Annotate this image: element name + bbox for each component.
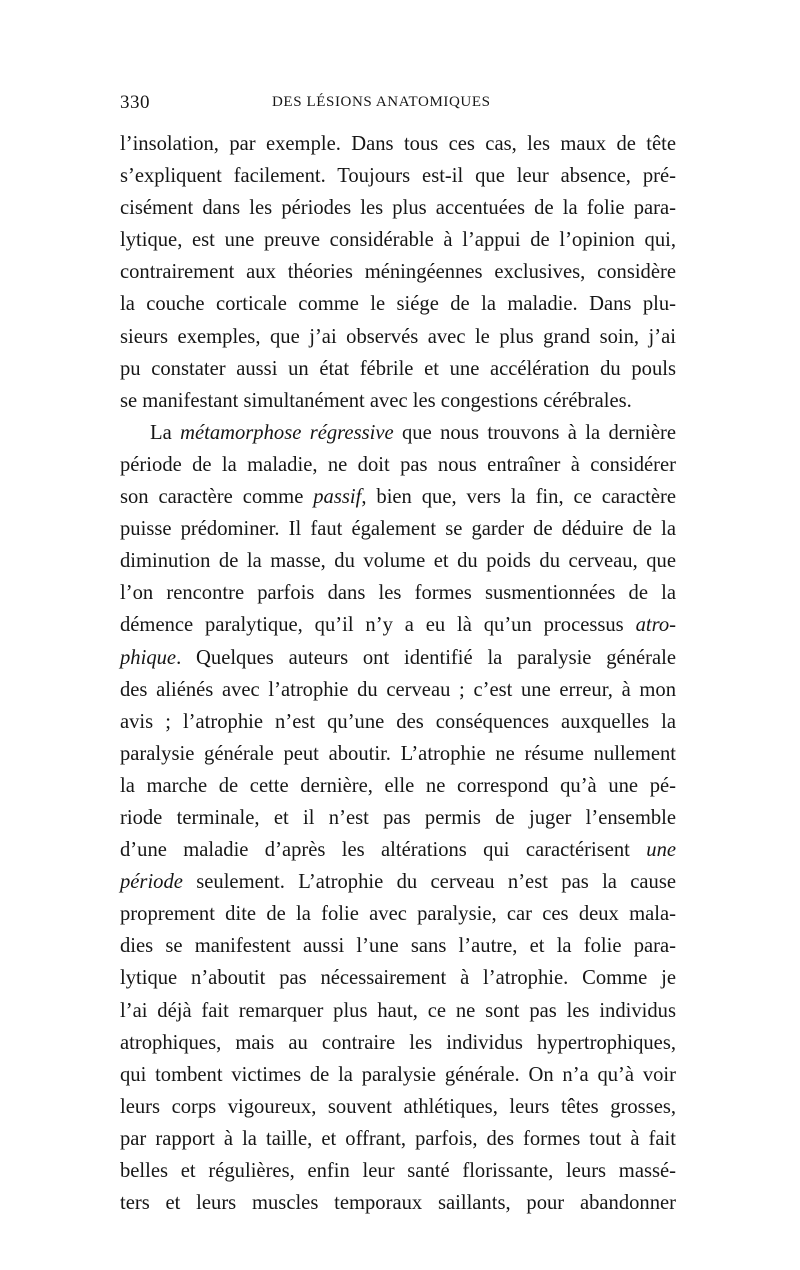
text-line — [120, 513, 676, 545]
text-line — [120, 770, 676, 802]
text-segment: par rapport à la taille, et offrant, parfois, des formes tout à fait — [120, 1127, 676, 1150]
text-segment: que nous trouvons à la dernière — [393, 421, 676, 444]
running-head: DES LÉSIONS ANATOMIQUES — [272, 94, 491, 110]
text-line — [120, 449, 676, 481]
text-segment: contrairement aux théories méningéennes exclusives, considère — [120, 261, 676, 284]
text-line — [120, 674, 676, 706]
text-line — [120, 224, 676, 256]
text-segment: La — [150, 421, 181, 444]
text-segment: période de la maladie, ne doit pas nous entraîner à considérer — [120, 453, 676, 476]
text-segment: puisse prédominer. Il faut également se garder de déduire de la — [120, 518, 676, 541]
text-line — [120, 802, 676, 834]
text-segment: avis ; l’atrophie n’est qu’une des conséquences auxquelles la — [120, 710, 676, 733]
text-segment: des aliénés avec l’atrophie du cerveau ; c’est une erreur, à mon — [120, 678, 676, 701]
italic-text: métamorphose régressive — [180, 421, 394, 444]
body-text — [120, 128, 676, 1219]
text-segment: leurs corps vigoureux, souvent athlétiques, leurs têtes grosses, — [120, 1095, 676, 1118]
text-line — [120, 866, 676, 898]
text-segment: l’insolation, par exemple. Dans tous ces cas, les maux de tête — [120, 133, 676, 155]
italic-text: période — [120, 871, 183, 894]
page-number: 330 — [120, 92, 150, 113]
text-segment: son caractère comme — [120, 486, 314, 509]
text-segment: l’ai déjà fait remarquer plus haut, ce ne sont pas les individus — [120, 999, 676, 1022]
text-line — [120, 898, 676, 930]
text-segment: lytique, est une preuve considérable à l’appui de l’opinion qui, — [120, 229, 676, 252]
text-segment: lytique n’aboutit pas nécessairement à l’atrophie. Comme je — [120, 967, 676, 990]
text-line — [120, 256, 676, 288]
text-segment: sieurs exemples, que j’ai observés avec le plus grand soin, j’ai — [120, 325, 676, 348]
text-line — [120, 1027, 676, 1059]
text-segment: la couche corticale comme le siége de la maladie. Dans plu- — [120, 293, 676, 316]
text-line — [120, 1123, 676, 1155]
italic-text: phique — [120, 646, 177, 669]
text-segment: , bien que, vers la fin, ce caractère — [361, 486, 676, 509]
italic-text: passif — [313, 486, 362, 509]
text-line — [120, 642, 676, 674]
text-line — [120, 834, 676, 866]
text-segment: l’on rencontre parfois dans les formes susmentionnées de la — [120, 582, 676, 605]
text-line — [120, 1187, 676, 1219]
text-segment: se manifestant simultanément avec les congestions cérébrales. — [120, 389, 632, 412]
text-segment: qui tombent victimes de la paralysie générale. On n’a qu’à voir — [120, 1063, 676, 1086]
text-line — [120, 995, 676, 1027]
text-line — [120, 417, 676, 449]
text-segment: d’une maladie d’après les altérations qui caractérisent — [120, 839, 647, 862]
text-line — [120, 321, 676, 353]
text-line — [120, 1155, 676, 1187]
text-line — [120, 192, 676, 224]
text-segment: belles et régulières, enfin leur santé florissante, leurs massé- — [120, 1160, 676, 1182]
text-line — [120, 160, 676, 192]
text-line — [120, 577, 676, 609]
text-line — [120, 962, 676, 994]
text-segment: ters et leurs muscles temporaux saillants, pour abandonner — [120, 1192, 676, 1215]
text-line — [120, 738, 676, 770]
text-segment: démence paralytique, qu’il n’y a eu là qu’un processus — [120, 614, 636, 637]
text-segment: pu constater aussi un état fébrile et une accélération du pouls — [120, 357, 676, 380]
text-line — [120, 385, 676, 417]
italic-text: atro- — [635, 614, 676, 637]
text-line — [120, 545, 676, 577]
text-segment: s’expliquent facilement. Toujours est-il que leur absence, pré- — [120, 165, 676, 188]
text-segment: . Quelques auteurs ont identifié la paralysie générale — [176, 646, 676, 669]
text-segment: diminution de la masse, du volume et du poids du cerveau, que — [120, 550, 676, 573]
text-line — [120, 1059, 676, 1091]
text-segment: proprement dite de la folie avec paralysie, car ces deux mala- — [120, 903, 676, 926]
text-segment: atrophiques, mais au contraire les individus hypertrophiques, — [120, 1031, 676, 1054]
text-line — [120, 930, 676, 962]
text-segment: riode terminale, et il n’est pas permis de juger l’ensemble — [120, 806, 676, 829]
text-line — [120, 1091, 676, 1123]
text-segment: la marche de cette dernière, elle ne correspond qu’à une pé- — [120, 774, 676, 797]
text-segment: dies se manifestent aussi l’une sans l’autre, et la folie para- — [120, 935, 676, 958]
italic-text: une — [646, 839, 676, 862]
text-segment: paralysie générale peut aboutir. L’atrophie ne résume nullement — [120, 742, 676, 765]
text-segment: seulement. L’atrophie du cerveau n’est pas la cause — [182, 871, 676, 894]
text-line — [120, 481, 676, 513]
text-line — [120, 609, 676, 641]
text-line — [120, 353, 676, 385]
text-line — [120, 288, 676, 320]
text-segment: cisément dans les périodes les plus accentuées de la folie para- — [120, 197, 676, 220]
page-header — [120, 92, 676, 116]
text-line — [120, 706, 676, 738]
text-line — [120, 128, 676, 160]
